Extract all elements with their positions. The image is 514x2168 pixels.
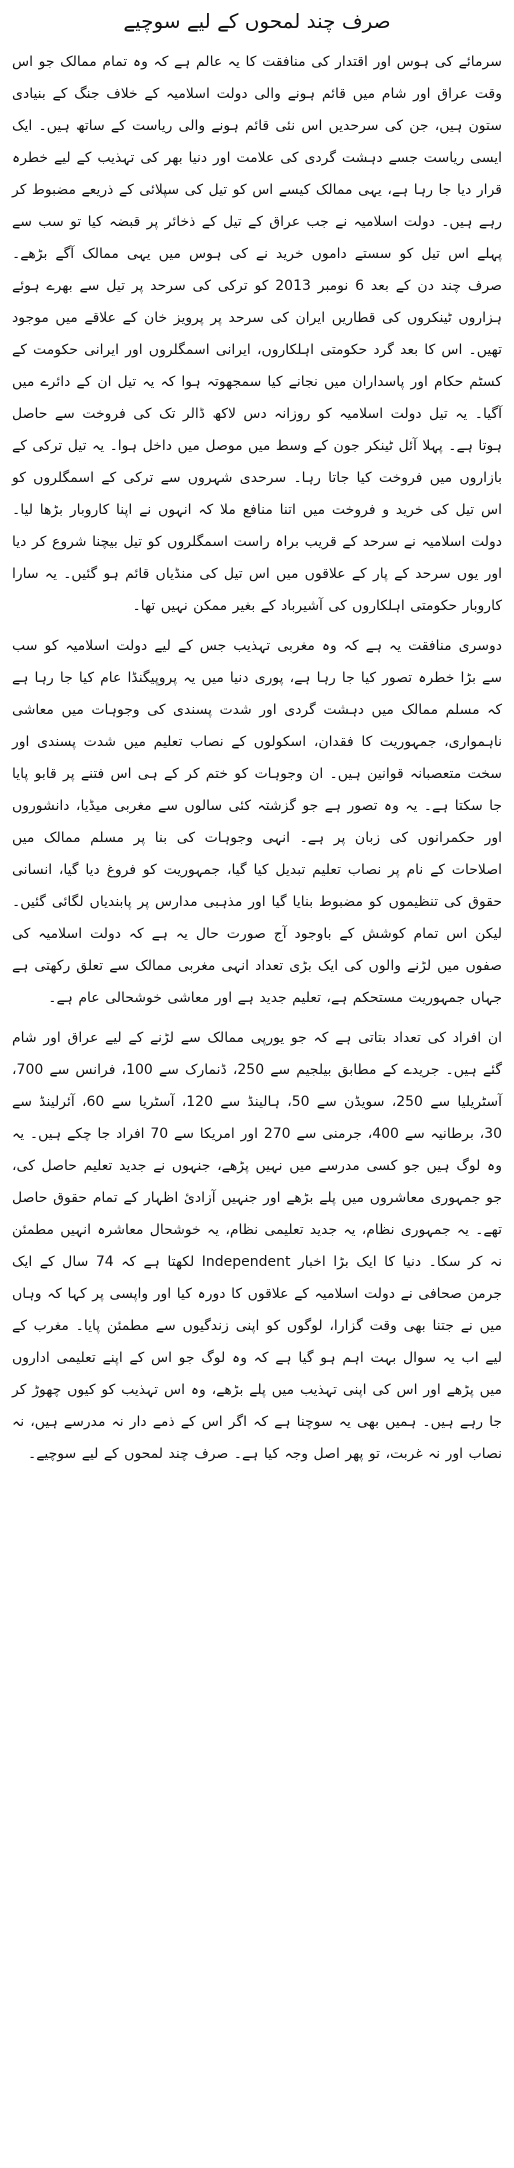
article-title: صرف چند لمحوں کے لیے سوچیے	[123, 9, 391, 33]
article-paragraph-3: ان افراد کی تعداد بتاتی ہے کہ جو یورپی ممالک سے لڑنے کے لیے عراق اور شام گئے ہیں۔ جریدے کے مطابق بیلجیم سے 250، ڈنمارک سے 100، فرانس سے 700، آسٹریلیا سے 250، سویڈن سے 50، ہالینڈ سے 120، آسٹریا سے 60، آئرلینڈ سے 30، برطانیہ سے 400، جرمنی سے 270 اور امریکا سے 70 افراد جا چکے ہیں۔ یہ وہ لوگ ہیں جو کسی مدرسے میں نہیں پڑھے، جنہوں نے جدید تعلیم حاصل کی، جو جمہوری معاشروں میں پلے بڑھے اور جنہیں آزادیٔ اظہار کے تمام حقوق حاصل تھے۔ یہ جمہوری نظام، یہ جدید تعلیمی نظام، یہ خوشحال معاشرہ انہیں مطمئن نہ کر سکا۔ دنیا کا ایک بڑا اخبار Independent لکھتا ہے کہ 74 سال کے ایک جرمن صحافی نے دولت اسلامیہ کے علاقوں کا دورہ کیا اور واپسی پر کہا کہ وہاں میں نے جتنا بھی وقت گزارا، لوگوں کو اپنی زندگیوں سے مطمئن پایا۔ مغرب کے لیے اب یہ سوال بہت اہم ہو گیا ہے کہ وہ لوگ جو اس کے اپنے تعلیمی اداروں میں پڑھے اور اس کی اپنی تہذیب میں پلے بڑھے، وہ اس تہذیب کو کیوں چھوڑ کر جا رہے ہیں۔ ہمیں بھی یہ سوچنا ہے کہ اگر اس کے ذمے دار نہ مدرسے ہیں، نہ نصاب اور نہ غربت، تو پھر اصل وجہ کیا ہے۔ صرف چند لمحوں کے لیے سوچیے۔	[12, 1030, 503, 1462]
article-paragraph-2: دوسری منافقت یہ ہے کہ وہ مغربی تہذیب جس کے لیے دولت اسلامیہ کو سب سے بڑا خطرہ تصور کیا جا رہا ہے، پوری دنیا میں یہ پروپیگنڈا عام کیا جا رہا ہے کہ مسلم ممالک میں دہشت گردی اور شدت پسندی کی وجوہات میں معاشی ناہمواری، جمہوریت کا فقدان، اسکولوں کے نصاب تعلیم میں شدت پسندی اور سخت متعصبانہ قوانین ہیں۔ ان وجوہات کو ختم کر کے ہی اس فتنے پر قابو پایا جا سکتا ہے۔ یہ وہ تصور ہے جو گزشتہ کئی سالوں سے مغربی میڈیا، دانشوروں اور حکمرانوں کی زبان پر ہے۔ انہی وجوہات کی بنا پر مسلم ممالک میں اصلاحات کے نام پر نصاب تعلیم تبدیل کیا گیا، جمہوریت کو فروغ دیا گیا، انسانی حقوق کی تنظیموں کو مضبوط بنایا گیا اور مذہبی مدارس پر پابندیاں لگائی گئیں۔ لیکن اس تمام کوشش کے باوجود آج صورت حال یہ ہے کہ دولت اسلامیہ کی صفوں میں لڑنے والوں کی ایک بڑی تعداد انہی مغربی ممالک سے تعلق رکھتی ہے جہاں جمہوریت مستحکم ہے، تعلیم جدید ہے اور معاشی خوشحالی عام ہے۔	[12, 638, 502, 1006]
article-body	[12, 46, 502, 1470]
article-paragraph-1: سرمائے کی ہوس اور اقتدار کی منافقت کا یہ عالم ہے کہ وہ تمام ممالک جو اس وقت عراق اور شام میں قائم ہونے والی دولت اسلامیہ کے خلاف جنگ کے بنیادی ستون ہیں، جن کی سرحدیں اس نئی قائم ہونے والی ریاست کے ساتھ ہیں۔ ایک ایسی ریاست جسے دہشت گردی کی علامت اور دنیا بھر کی تہذیب کے لیے خطرہ قرار دیا جا رہا ہے، یہی ممالک کیسے اس کو تیل کی سپلائی کے ذریعے مضبوط کر رہے ہیں۔ دولت اسلامیہ نے جب عراق کے تیل کے ذخائر پر قبضہ کیا تو سب سے پہلے اس تیل کو سستے داموں خرید نے کی ہوس میں یہی ممالک آگے بڑھے۔ صرف چند دن کے بعد 6 نومبر 2013 کو ترکی کی سرحد پر تیل سے بھرے ہوئے ہزاروں ٹینکروں کی قطاریں ایران کی سرحد پر پرویز خان کے علاقے میں موجود تھیں۔ اس کا بعد گرد حکومتی اہلکاروں، ایرانی اسمگلروں اور ایرانی حکومت کے کسٹم حکام اور پاسداران میں نجانے کیا سمجھوتہ ہوا کہ یہ تیل ان کے دائرے میں آگیا۔ یہ تیل دولت اسلامیہ کو روزانہ دس لاکھ ڈالر تک کی فروخت سے حاصل ہوتا ہے۔ پہلا آئل ٹینکر جون کے وسط میں موصل میں داخل ہوا۔ یہ تیل ترکی کے بازاروں میں فروخت کیا جاتا رہا۔ سرحدی شہروں سے ترکی کے اسمگلروں کو اس تیل کی خرید و فروخت میں اتنا منافع ملا کہ انہوں نے اپنا کاروبار بڑھا لیا۔ دولت اسلامیہ نے سرحد کے قریب براہ راست اسمگلروں کو تیل بیچنا شروع کر دیا اور یوں سرحد کے پار کے علاقوں میں اس تیل کی منڈیاں قائم ہو گئیں۔ یہ سارا کاروبار حکومتی اہلکاروں کی آشیرباد کے بغیر ممکن نہیں تھا۔	[12, 54, 502, 614]
